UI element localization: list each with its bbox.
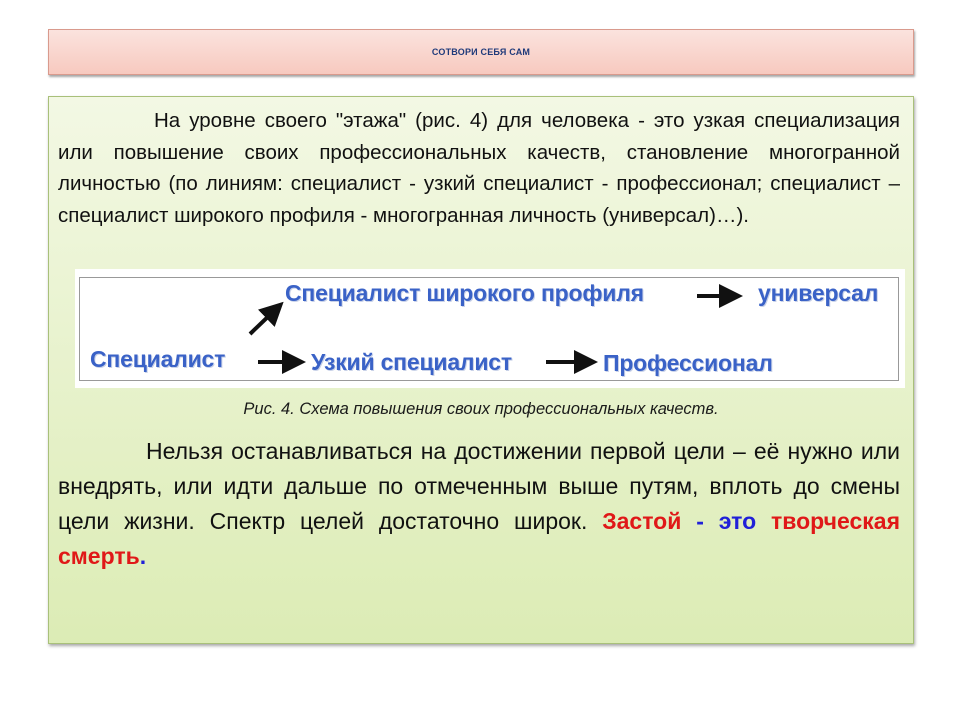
highlight-is: - это [696,508,757,534]
highlight-stagnation: Застой [602,508,682,534]
intro-paragraph-text: На уровне своего "этажа" (рис. 4) для человека - это узкая специализация или повышение своих профессиональных качеств, становление многогранной личностью (по линиям: специалист - узкий специалист - профессионал; специалист – специалист широкого профиля - многогранная личность (универсал)…). [58,109,900,227]
title-banner [48,29,914,75]
conclusion-text: Нельзя останавливаться на достижении первой цели – её нужно или внедрять, или идти дальше по отмеченным выше путям, вплоть до смены цели жизни. Спектр целей достаточно широк. [58,438,900,534]
diagram-wide-profile: Специалист широкого профиля [285,280,644,306]
slide-title: СОТВОРИ СЕБЯ САМ [431,47,531,57]
intro-paragraph [58,105,900,231]
career-path-diagram [75,269,905,388]
arrow-to-wide-profile [250,310,275,334]
conclusion-paragraph [58,434,900,574]
highlight-creative-death: творческая смерть [58,508,900,569]
diagram-professional: Профессионал [603,350,773,376]
diagram-narrow-specialist: Узкий специалист [311,349,512,375]
diagram-specialist: Специалист [90,346,226,372]
diagram-arrows [75,269,905,388]
content-panel [48,96,914,644]
highlight-period: . [139,543,147,569]
figure-caption: Рис. 4. Схема повышения своих профессиональных качеств. [243,400,719,418]
diagram-universal: универсал [758,280,879,306]
